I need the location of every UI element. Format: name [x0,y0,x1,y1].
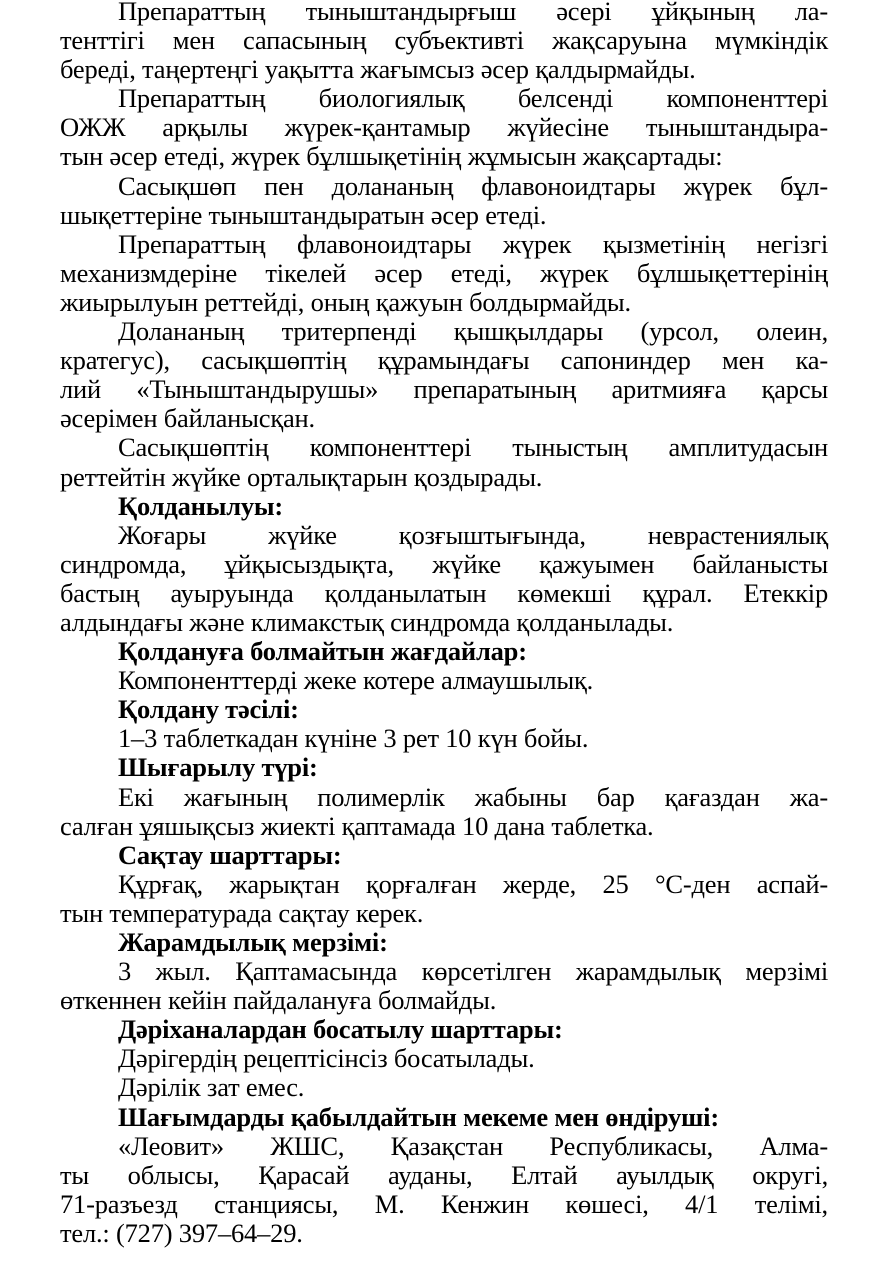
text-line: Дәрігердің рецептісінсіз босатылады. [118,1043,535,1074]
heading-text: Қолданылуы: [118,490,284,521]
paragraph-contraindications [60,666,828,695]
paragraph-shelf-life [60,957,828,1015]
section-heading-shelf-life [60,928,828,957]
text-line: Долананың тритерпенді қышқылдары (урсол, олеин, [118,316,828,347]
paragraph-respiration [60,433,828,491]
paragraph-dispensing [60,1044,828,1073]
text-line: салған ұяшықсыз жиекті қаптамада 10 дана таблетка. [60,810,654,841]
heading-text: Дәріханалардан босатылу шарттары: [118,1014,563,1045]
section-heading-manufacturer [60,1103,828,1132]
text-line: алдындағы және климакстық синдромда қолданылады. [60,606,674,637]
paragraph-storage [60,870,828,928]
text-line: өткеннен кейін пайдалануға болмайды. [60,985,497,1016]
paragraph-flavonoids [60,230,828,317]
heading-text: Шығарылу түрі: [118,752,318,783]
paragraph-sedative-effect [60,0,828,84]
heading-text: Жарамдылық мерзімі: [118,927,388,957]
text-line: бастың ауыруында қолданылатын көмекші құрал. Етеккір [60,577,828,608]
text-line: Препараттың тыныштандырғыш әсері ұйқының ла- [118,0,828,26]
text-line: реттейтін жүйке орталықтарын қоздырады. [60,461,543,492]
text-line: лий «Тыныштандырушы» препаратының аритмияға қарсы [60,374,828,405]
section-heading-storage [60,841,828,870]
text-line: Дәрілік зат емес. [118,1072,305,1103]
text-line: «Леовит» ЖШС, Қазақстан Республикасы, Алма- [118,1130,828,1161]
text-line: синдромда, ұйқысыздықта, жүйке қажуымен байланысты [60,548,828,579]
paragraph-biological-components [60,84,828,171]
text-line: 3 жыл. Қаптамасында көрсетілген жарамдылық мерзімі [118,956,828,987]
text-line: 71-разъезд станциясы, М. Кенжин көшесі, 4/1 телімі, [60,1188,828,1219]
text-line: ОЖЖ арқылы жүрек-қантамыр жүйесіне тыныштандыра- [60,112,828,143]
heading-text: Қолдану тәсілі: [118,694,299,725]
section-heading-usage [60,492,828,521]
text-line: кратегус), сасықшөптің құрамындағы сапониндер мен ка- [60,345,828,376]
paragraph-dosage [60,724,828,753]
text-line: Сасықшөптің компоненттері тыныстың амплитудасын [118,432,828,463]
text-line: Сасықшөп пен долананың флавоноидтары жүрек бұл- [118,170,828,201]
section-heading-release-form [60,753,828,782]
paragraph-usage [60,521,828,637]
text-line: тын температурада сақтау керек. [60,897,424,928]
paragraph-manufacturer-address [60,1132,828,1248]
text-line: Құрғақ, жарықтан қорғалған жерде, 25 °С-ден аспай- [118,868,828,899]
text-line: жиырылуын реттейді, оның қажуын болдырмайды. [60,286,631,317]
text-line: 1–3 таблеткадан күніне 3 рет 10 күн бойы. [118,723,589,754]
text-line: ты облысы, Қарасай ауданы, Елтай ауылдық округі, [60,1159,828,1190]
text-line: шықеттеріне тыныштандыратын әсер етеді. [60,199,547,230]
section-heading-dispensing [60,1015,828,1044]
text-line: Компоненттерді жеке котере алмаушылық. [118,665,594,696]
text-line: береді, таңертеңгі уақытта жағымсыз әсер қалдырмайды. [60,54,696,85]
text-line: механизмдеріне тікелей әсер етеді, жүрек бұлшықеттерінің [60,257,828,288]
text-line: тын әсер етеді, жүрек бұлшықетінің жұмысын жақсартады: [60,141,723,172]
paragraph-triterpene-acids [60,317,828,433]
document-page [60,0,828,1248]
heading-text: Шағымдарды қабылдайтын мекеме мен өндіруші: [118,1101,719,1132]
text-line: Препараттың биологиялық белсенді компоненттері [118,83,828,114]
text-line: Екі жағының полимерлік жабыны бар қағаздан жа- [118,781,828,812]
paragraph-valerian-hawthorn [60,172,828,230]
text-line: Препараттың флавоноидтары жүрек қызметінің негізгі [118,228,828,259]
text-line: тенттігі мен сапасының субъективті жақсаруына мүмкіндік [60,25,828,56]
text-line: әсерімен байланысқан. [60,403,315,434]
paragraph-release-form [60,783,828,841]
heading-text: Сақтау шарттары: [118,839,342,870]
heading-text: Қолдануға болмайтын жағдайлар: [118,636,527,667]
text-line: тел.: (727) 397–64–29. [60,1217,303,1248]
section-heading-contraindications [60,637,828,666]
section-heading-dosage [60,695,828,724]
paragraph-not-medicine [60,1073,828,1102]
text-line: Жоғары жүйке қозғыштығында, неврастениялық [118,519,828,550]
